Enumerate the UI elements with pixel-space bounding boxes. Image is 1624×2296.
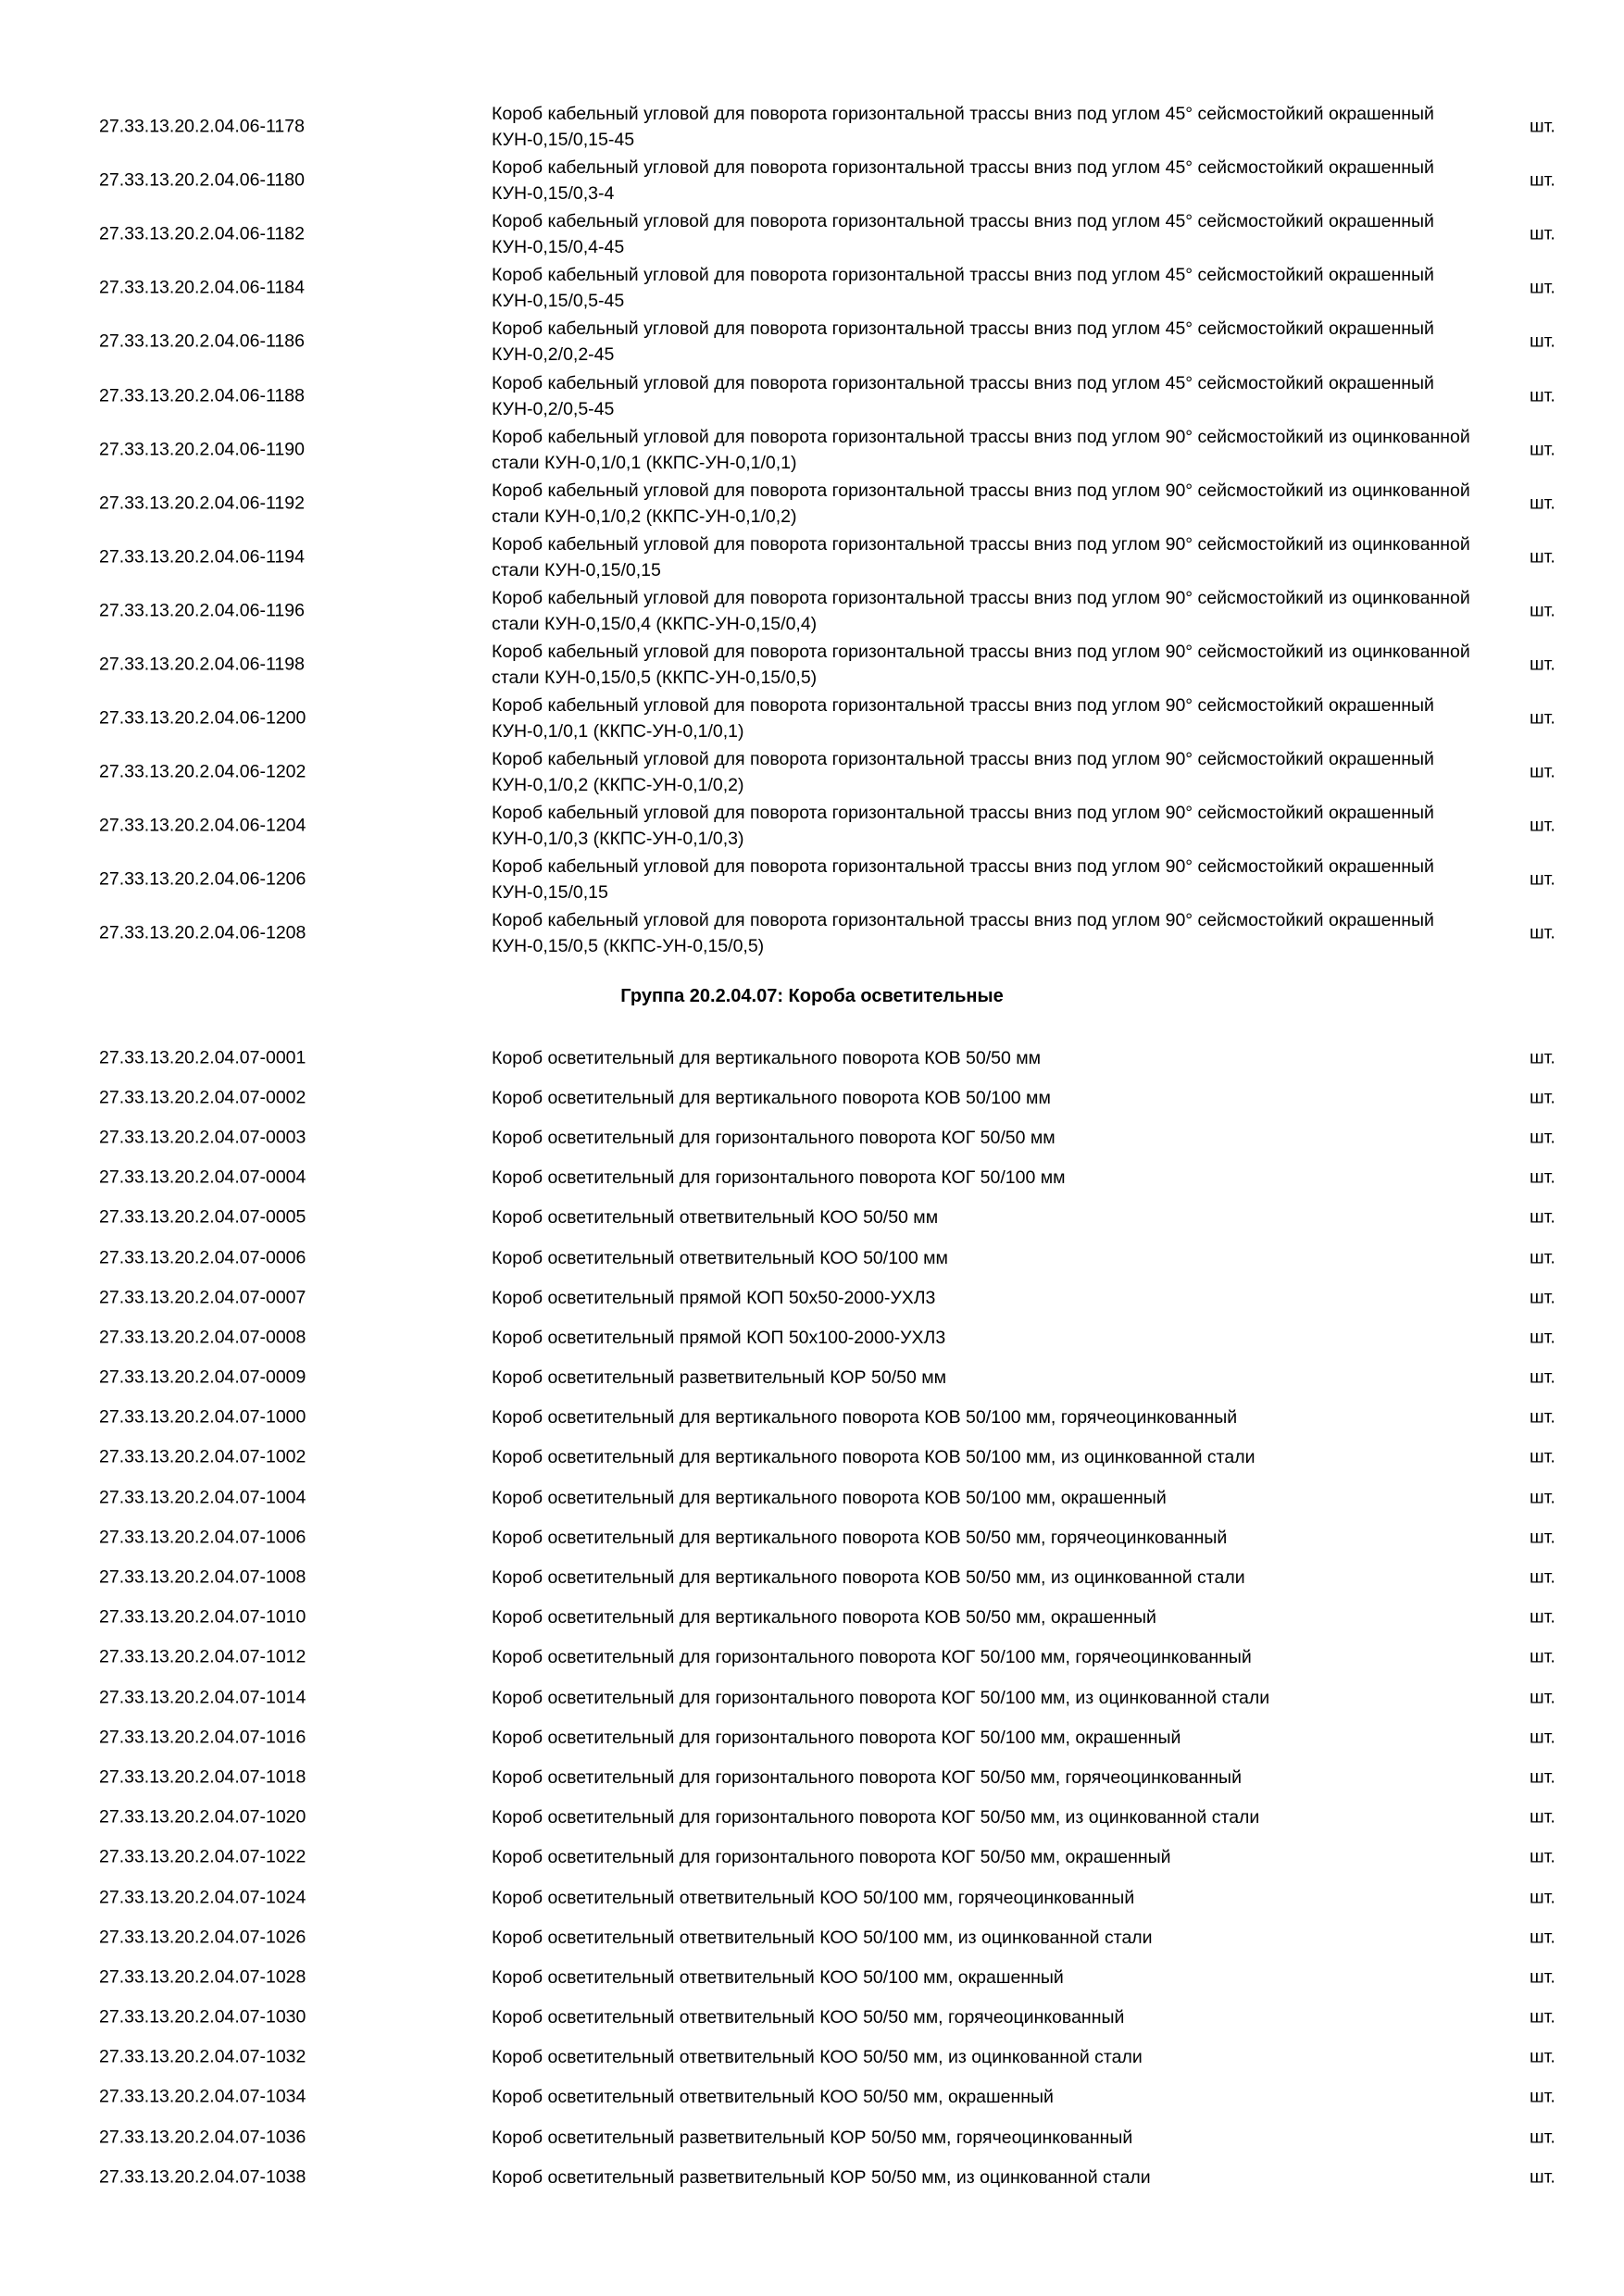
table-row — [0, 1398, 1624, 1438]
group-heading: Группа 20.2.04.07: Короба осветительные — [620, 986, 1004, 1006]
table-row — [0, 2157, 1624, 2197]
item-unit: шт. — [1530, 1927, 1555, 1948]
item-description: Короб кабельный угловой для поворота горизонтальной трассы вниз под углом 90° сейсмостойкий окрашенный КУН-0,1/0,1 (ККПС-УН-0,1/0,1) — [492, 695, 1434, 742]
item-unit: шт. — [1530, 2006, 1555, 2028]
item-code: 27.33.13.20.2.04.07-1014 — [99, 1687, 306, 1708]
item-description: Короб осветительный ответвительный КОО 50/50 мм — [492, 1207, 939, 1229]
item-description: Короб осветительный прямой КОП 50х100-2000-УХЛ3 — [492, 1327, 946, 1348]
item-code: 27.33.13.20.2.04.06-1182 — [99, 223, 305, 244]
table-row — [0, 745, 1624, 799]
table-row — [0, 799, 1624, 853]
item-code: 27.33.13.20.2.04.06-1186 — [99, 331, 305, 352]
item-code: 27.33.13.20.2.04.07-0007 — [99, 1287, 306, 1308]
table-row — [0, 906, 1624, 960]
item-code: 27.33.13.20.2.04.07-0008 — [99, 1327, 306, 1348]
item-unit: шт. — [1530, 1887, 1555, 1908]
table-row — [0, 1038, 1624, 1078]
item-unit: шт. — [1530, 2086, 1555, 2107]
item-code: 27.33.13.20.2.04.07-1020 — [99, 1806, 306, 1828]
item-description: Короб осветительный для вертикального поворота КОВ 50/100 мм, из оцинкованной стали — [492, 1447, 1255, 1468]
item-unit: шт. — [1530, 1247, 1555, 1268]
item-code: 27.33.13.20.2.04.06-1200 — [99, 707, 306, 729]
item-description: Короб осветительный для вертикального поворота КОВ 50/50 мм — [492, 1047, 1042, 1068]
table-row — [0, 584, 1624, 638]
table-row — [0, 1678, 1624, 1717]
item-code: 27.33.13.20.2.04.06-1208 — [99, 922, 306, 943]
item-description: Короб кабельный угловой для поворота горизонтальной трассы вниз под углом 90° сейсмостойкий из оцинкованной стали КУН-0,1/0,1 (ККПС-УН-0,1/0,1) — [492, 426, 1470, 473]
item-unit: шт. — [1530, 2046, 1555, 2067]
item-description: Короб осветительный разветвительный КОР 50/50 мм — [492, 1367, 947, 1389]
item-code: 27.33.13.20.2.04.06-1198 — [99, 654, 305, 675]
table-row — [0, 1358, 1624, 1398]
section-07-rows — [0, 1038, 1624, 2197]
item-description: Короб кабельный угловой для поворота горизонтальной трассы вниз под углом 90° сейсмостойкий из оцинкованной стали КУН-0,15/0,4 (ККПС-УН-0,15/0,4) — [492, 587, 1470, 634]
item-code: 27.33.13.20.2.04.07-1028 — [99, 1966, 306, 1988]
table-row — [0, 638, 1624, 692]
item-unit: шт. — [1530, 1646, 1555, 1667]
item-code: 27.33.13.20.2.04.06-1196 — [99, 600, 305, 621]
table-row — [0, 2117, 1624, 2157]
item-description: Короб осветительный ответвительный КОО 50/100 мм, окрашенный — [492, 1966, 1064, 1988]
item-description: Короб кабельный угловой для поворота горизонтальной трассы вниз под углом 45° сейсмостойкий окрашенный КУН-0,15/0,4-45 — [492, 211, 1434, 258]
item-code: 27.33.13.20.2.04.06-1202 — [99, 761, 306, 782]
item-description: Короб осветительный для вертикального поворота КОВ 50/50 мм, окрашенный — [492, 1607, 1156, 1628]
section-06-rows — [0, 100, 1624, 961]
table-row — [0, 1998, 1624, 2038]
item-code: 27.33.13.20.2.04.07-1022 — [99, 1846, 306, 1867]
item-unit: шт. — [1530, 1366, 1555, 1388]
item-unit: шт. — [1530, 223, 1555, 244]
item-description: Короб осветительный ответвительный КОО 50/100 мм — [492, 1247, 948, 1268]
table-row — [0, 1878, 1624, 1917]
table-row — [0, 1238, 1624, 1278]
item-description: Короб осветительный для горизонтального поворота КОГ 50/100 мм, из оцинкованной стали — [492, 1687, 1270, 1708]
item-unit: шт. — [1530, 331, 1555, 352]
table-row — [0, 423, 1624, 477]
item-description: Короб осветительный для горизонтального поворота КОГ 50/50 мм — [492, 1127, 1056, 1148]
item-unit: шт. — [1530, 1127, 1555, 1148]
table-row — [0, 1917, 1624, 1957]
item-unit: шт. — [1530, 1606, 1555, 1628]
item-code: 27.33.13.20.2.04.07-1030 — [99, 2006, 306, 2028]
table-row — [0, 154, 1624, 207]
item-description: Короб осветительный для горизонтального поворота КОГ 50/100 мм, горячеоцинкованный — [492, 1647, 1252, 1668]
item-description: Короб осветительный прямой КОП 50х50-2000-УХЛ3 — [492, 1287, 936, 1308]
item-code: 27.33.13.20.2.04.06-1194 — [99, 546, 305, 568]
item-code: 27.33.13.20.2.04.07-1010 — [99, 1606, 306, 1628]
item-unit: шт. — [1530, 1167, 1555, 1188]
item-unit: шт. — [1530, 1687, 1555, 1708]
item-description: Короб осветительный для вертикального поворота КОВ 50/50 мм, из оцинкованной стали — [492, 1567, 1245, 1589]
item-unit: шт. — [1530, 493, 1555, 514]
table-row — [0, 1717, 1624, 1757]
item-description: Короб осветительный для вертикального поворота КОВ 50/50 мм, горячеоцинкованный — [492, 1527, 1228, 1548]
table-row — [0, 1198, 1624, 1238]
item-description: Короб осветительный для горизонтального поворота КОГ 50/100 мм — [492, 1167, 1066, 1189]
item-code: 27.33.13.20.2.04.06-1204 — [99, 815, 306, 836]
item-code: 27.33.13.20.2.04.07-1016 — [99, 1727, 306, 1748]
item-description: Короб осветительный для вертикального поворота КОВ 50/100 мм — [492, 1087, 1051, 1108]
item-description: Короб осветительный ответвительный КОО 50/100 мм, горячеоцинкованный — [492, 1887, 1135, 1908]
item-code: 27.33.13.20.2.04.07-1034 — [99, 2086, 306, 2107]
table-row — [0, 315, 1624, 368]
table-row — [0, 692, 1624, 745]
item-code: 27.33.13.20.2.04.06-1190 — [99, 439, 305, 460]
item-code: 27.33.13.20.2.04.07-1002 — [99, 1446, 306, 1467]
table-row — [0, 1438, 1624, 1478]
item-description: Короб осветительный ответвительный КОО 50/100 мм, из оцинкованной стали — [492, 1927, 1153, 1948]
item-description: Короб осветительный для горизонтального поворота КОГ 50/100 мм, окрашенный — [492, 1727, 1181, 1748]
item-code: 27.33.13.20.2.04.07-1038 — [99, 2166, 306, 2188]
table-row — [0, 1478, 1624, 1517]
table-row — [0, 1117, 1624, 1157]
item-unit: шт. — [1530, 169, 1555, 191]
item-description: Короб осветительный для горизонтального поворота КОГ 50/50 мм, из оцинкованной стали — [492, 1807, 1260, 1828]
item-unit: шт. — [1530, 1727, 1555, 1748]
item-code: 27.33.13.20.2.04.07-0001 — [99, 1047, 306, 1068]
item-description: Короб осветительный для горизонтального поворота КОГ 50/50 мм, окрашенный — [492, 1847, 1171, 1868]
item-unit: шт. — [1530, 1846, 1555, 1867]
table-row — [0, 1078, 1624, 1117]
item-unit: шт. — [1530, 1087, 1555, 1108]
table-row — [0, 1838, 1624, 1878]
item-code: 27.33.13.20.2.04.07-1026 — [99, 1927, 306, 1948]
item-description: Короб осветительный для вертикального поворота КОВ 50/100 мм, окрашенный — [492, 1487, 1167, 1508]
item-code: 27.33.13.20.2.04.07-0004 — [99, 1167, 306, 1188]
item-description: Короб кабельный угловой для поворота горизонтальной трассы вниз под углом 45° сейсмостойкий окрашенный КУН-0,2/0,2-45 — [492, 318, 1434, 366]
item-code: 27.33.13.20.2.04.07-0009 — [99, 1366, 306, 1388]
item-code: 27.33.13.20.2.04.06-1180 — [99, 169, 305, 191]
table-row — [0, 207, 1624, 261]
item-description: Короб кабельный угловой для поворота горизонтальной трассы вниз под углом 45° сейсмостойкий окрашенный КУН-0,2/0,5-45 — [492, 372, 1434, 419]
item-description: Короб кабельный угловой для поворота горизонтальной трассы вниз под углом 45° сейсмостойкий окрашенный КУН-0,15/0,3-4 — [492, 157, 1434, 205]
item-unit: шт. — [1530, 761, 1555, 782]
table-row — [0, 1278, 1624, 1317]
table-row — [0, 1798, 1624, 1838]
item-unit: шт. — [1530, 654, 1555, 675]
table-row — [0, 477, 1624, 530]
item-code: 27.33.13.20.2.04.07-1006 — [99, 1527, 306, 1548]
table-row — [0, 1158, 1624, 1198]
table-row — [0, 1517, 1624, 1557]
item-code: 27.33.13.20.2.04.06-1206 — [99, 868, 306, 890]
item-unit: шт. — [1530, 1206, 1555, 1228]
item-description: Короб осветительный ответвительный КОО 50/50 мм, из оцинкованной стали — [492, 2047, 1143, 2068]
item-unit: шт. — [1530, 1406, 1555, 1428]
item-description: Короб кабельный угловой для поворота горизонтальной трассы вниз под углом 90° сейсмостойкий из оцинкованной стали КУН-0,15/0,15 — [492, 533, 1470, 580]
item-description: Короб осветительный для горизонтального поворота КОГ 50/50 мм, горячеоцинкованный — [492, 1766, 1242, 1788]
item-description: Короб кабельный угловой для поворота горизонтальной трассы вниз под углом 90° сейсмостойкий окрашенный КУН-0,1/0,2 (ККПС-УН-0,1/0,2) — [492, 749, 1434, 796]
item-description: Короб кабельный угловой для поворота горизонтальной трассы вниз под углом 45° сейсмостойкий окрашенный КУН-0,15/0,5-45 — [492, 265, 1434, 312]
table-row — [0, 368, 1624, 422]
item-code: 27.33.13.20.2.04.07-1036 — [99, 2127, 306, 2148]
table-row — [0, 1557, 1624, 1597]
item-description: Короб осветительный ответвительный КОО 50/50 мм, горячеоцинкованный — [492, 2007, 1125, 2028]
table-row — [0, 530, 1624, 584]
item-unit: шт. — [1530, 385, 1555, 406]
table-row — [0, 853, 1624, 906]
item-description: Короб кабельный угловой для поворота горизонтальной трассы вниз под углом 90° сейсмостойкий окрашенный КУН-0,15/0,5 (ККПС-УН-0,15/0,5) — [492, 910, 1434, 957]
item-unit: шт. — [1530, 1766, 1555, 1788]
item-unit: шт. — [1530, 1966, 1555, 1988]
item-code: 27.33.13.20.2.04.07-1032 — [99, 2046, 306, 2067]
table-row — [0, 1957, 1624, 1997]
item-code: 27.33.13.20.2.04.06-1178 — [99, 116, 305, 137]
item-unit: шт. — [1530, 1446, 1555, 1467]
item-description: Короб кабельный угловой для поворота горизонтальной трассы вниз под углом 45° сейсмостойкий окрашенный КУН-0,15/0,15-45 — [492, 104, 1434, 151]
table-row — [0, 1317, 1624, 1357]
item-unit: шт. — [1530, 1487, 1555, 1508]
item-code: 27.33.13.20.2.04.07-0002 — [99, 1087, 306, 1108]
item-code: 27.33.13.20.2.04.07-1012 — [99, 1646, 306, 1667]
item-code: 27.33.13.20.2.04.07-0005 — [99, 1206, 306, 1228]
item-unit: шт. — [1530, 1566, 1555, 1588]
item-description: Короб кабельный угловой для поворота горизонтальной трассы вниз под углом 90° сейсмостойкий из оцинкованной стали КУН-0,15/0,5 (ККПС-УН-0,15/0,5) — [492, 641, 1470, 688]
item-unit: шт. — [1530, 815, 1555, 836]
table-row — [0, 1598, 1624, 1638]
item-unit: шт. — [1530, 2127, 1555, 2148]
item-unit: шт. — [1530, 1047, 1555, 1068]
item-code: 27.33.13.20.2.04.06-1192 — [99, 493, 305, 514]
table-row — [0, 2038, 1624, 2078]
item-unit: шт. — [1530, 546, 1555, 568]
item-unit: шт. — [1530, 868, 1555, 890]
table-row — [0, 100, 1624, 154]
item-description: Короб кабельный угловой для поворота горизонтальной трассы вниз под углом 90° сейсмостойкий окрашенный КУН-0,15/0,15 — [492, 856, 1434, 904]
item-description: Короб осветительный ответвительный КОО 50/50 мм, окрашенный — [492, 2087, 1054, 2108]
item-unit: шт. — [1530, 1527, 1555, 1548]
item-unit: шт. — [1530, 600, 1555, 621]
item-unit: шт. — [1530, 116, 1555, 137]
item-code: 27.33.13.20.2.04.07-1024 — [99, 1887, 306, 1908]
item-unit: шт. — [1530, 922, 1555, 943]
item-code: 27.33.13.20.2.04.07-1008 — [99, 1566, 306, 1588]
item-code: 27.33.13.20.2.04.07-1004 — [99, 1487, 306, 1508]
item-code: 27.33.13.20.2.04.07-1018 — [99, 1766, 306, 1788]
item-code: 27.33.13.20.2.04.06-1188 — [99, 385, 305, 406]
item-unit: шт. — [1530, 1287, 1555, 1308]
item-code: 27.33.13.20.2.04.07-0003 — [99, 1127, 306, 1148]
table-row — [0, 261, 1624, 315]
item-description: Короб осветительный разветвительный КОР 50/50 мм, из оцинкованной стали — [492, 2166, 1151, 2188]
item-description: Короб осветительный разветвительный КОР 50/50 мм, горячеоцинкованный — [492, 2127, 1133, 2148]
item-unit: шт. — [1530, 1806, 1555, 1828]
table-row — [0, 2078, 1624, 2117]
item-code: 27.33.13.20.2.04.06-1184 — [99, 277, 305, 298]
item-code: 27.33.13.20.2.04.07-1000 — [99, 1406, 306, 1428]
item-unit: шт. — [1530, 2166, 1555, 2188]
item-unit: шт. — [1530, 277, 1555, 298]
item-unit: шт. — [1530, 707, 1555, 729]
item-description: Короб кабельный угловой для поворота горизонтальной трассы вниз под углом 90° сейсмостойкий из оцинкованной стали КУН-0,1/0,2 (ККПС-УН-0,1/0,2) — [492, 480, 1470, 527]
item-code: 27.33.13.20.2.04.07-0006 — [99, 1247, 306, 1268]
table-row — [0, 1638, 1624, 1678]
table-row — [0, 1757, 1624, 1797]
item-unit: шт. — [1530, 1327, 1555, 1348]
item-unit: шт. — [1530, 439, 1555, 460]
item-description: Короб кабельный угловой для поворота горизонтальной трассы вниз под углом 90° сейсмостойкий окрашенный КУН-0,1/0,3 (ККПС-УН-0,1/0,3) — [492, 803, 1434, 850]
item-description: Короб осветительный для вертикального поворота КОВ 50/100 мм, горячеоцинкованный — [492, 1407, 1238, 1429]
